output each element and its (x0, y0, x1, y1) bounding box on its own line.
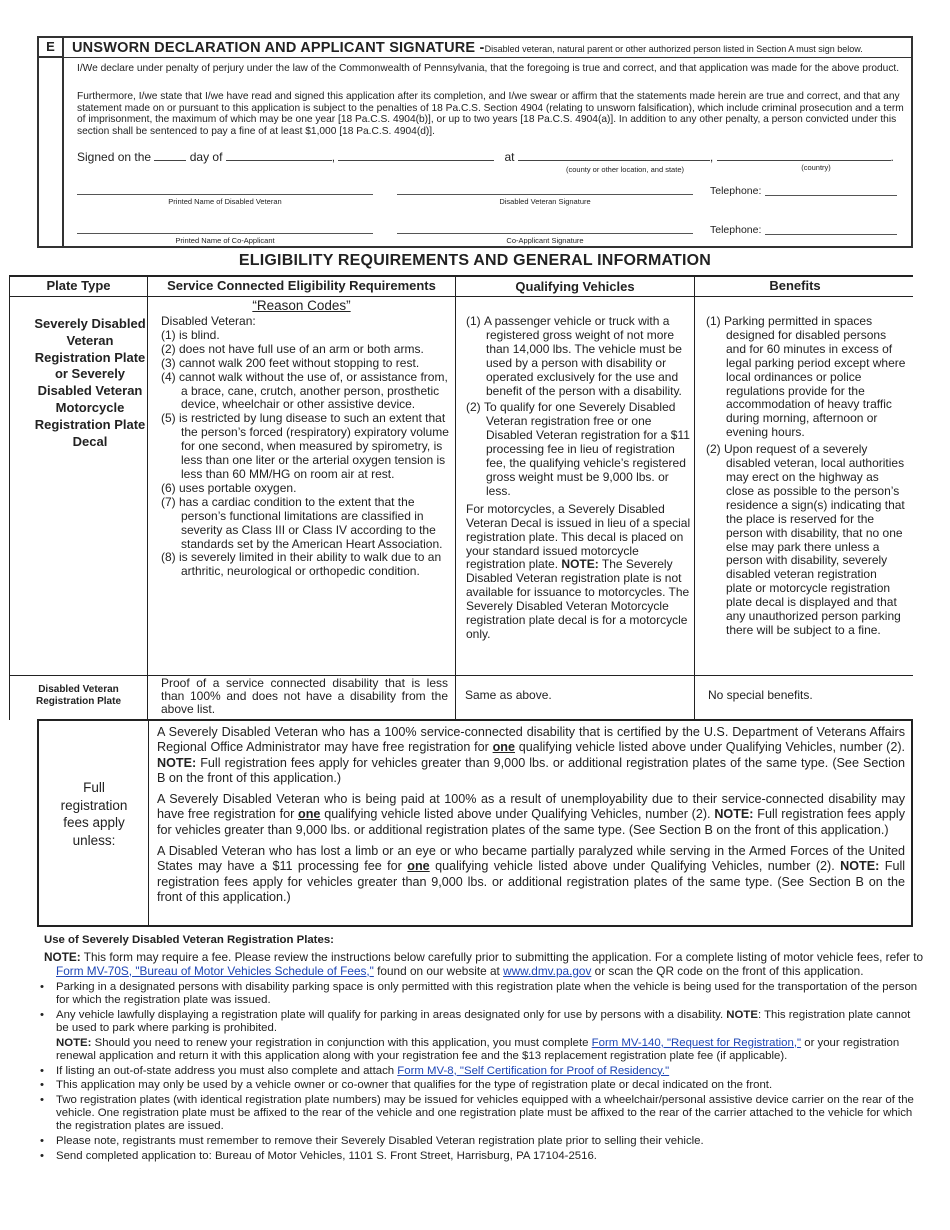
row2-benefits: No special benefits. (708, 688, 813, 702)
eligibility-title: ELIGIBILITY REQUIREMENTS AND GENERAL INFORMATION (238, 252, 712, 269)
reason-item-number: (3) (161, 355, 179, 370)
veteran-name-field[interactable] (77, 194, 373, 195)
reason-item (161, 357, 453, 371)
motorcycle-note: The Severely Disabled Veteran registration plate is not available for issuance to motorcycles. The Severely Disabled Veteran Motorcycle registration plate decal is for a motorcycle only. (466, 557, 690, 641)
vehicle-item-text: To qualify for one Severely Disabled Veteran registration free or one Disabled Veteran registration for a $11 processing fee in lieu of registration fee, the qualifying vehicle’s registered gross weight must be 9,000 lbs. or less. (484, 400, 690, 498)
section-e-heading (72, 40, 863, 56)
bullet-out-of-state: • If listing an out-of-state address you must also complete and attach Form MV-8, "Self Certification for Proof of Residency." (44, 1065, 924, 1078)
declaration-paragraph: I/We declare under penalty of perjury under the law of the Commonwealth of Pennsylvania, that the foregoing is true and correct, and that application was made for the above product. (77, 63, 900, 74)
renew-note: NOTE: Should you need to renew your registration in conjunction with this application, you must complete Form MV-140, "Request for Registration," or your registration renewal application and return it with this application along with your registration fee and the $13 replacement registration plate fee (if applicable). (56, 1036, 900, 1062)
veteran-signature-caption: Disabled Veteran Signature (499, 197, 591, 206)
use-heading: Use of Severely Disabled Veteran Registration Plates: (44, 934, 334, 946)
use-section (44, 934, 924, 1165)
section-e-title: UNSWORN DECLARATION AND APPLICANT SIGNATURE - (72, 40, 485, 56)
benefit-item-number: (2) (706, 442, 724, 457)
col-divider-2 (455, 275, 456, 720)
month-field[interactable] (226, 151, 332, 161)
motorcycle-note-label: NOTE: (561, 557, 599, 572)
reason-item-text: does not have full use of an arm or both arms. (179, 341, 424, 356)
fees-box (37, 719, 913, 927)
header-plate-type: Plate Type (46, 278, 111, 293)
reason-item (161, 343, 453, 357)
telephone-label-1: Telephone: (710, 185, 762, 197)
table-left-border (9, 275, 10, 720)
row2-requirements: Proof of a service connected disability that is less than 100% and does not have a disability from the above list. (161, 676, 448, 716)
bullet-remove-plate: • Please note, registrants must remember to remove their Severely Disabled Veteran registration plate prior to selling their vehicle. (44, 1135, 924, 1148)
disabled-veteran-label: Disabled Veteran: (161, 314, 256, 328)
bullet-parking-space: • Parking in a designated persons with disability parking space is only permitted with this registration plate when the vehicle is being used for the transportation of the person for which the registration plate was issued. (44, 981, 924, 1007)
country-caption: (country) (801, 163, 831, 172)
at-label: at (504, 150, 515, 164)
vehicle-item (466, 315, 692, 398)
reason-item-number: (5) (161, 411, 179, 426)
reason-item-text: has a cardiac condition to the extent that the person’s functional limitations are classified in severity as Class III or Class IV according to the standards set by the American Heart Association. (179, 494, 443, 551)
benefits-list (706, 315, 906, 638)
fee-note: NOTE: This form may require a fee. Please review the instructions below carefully prior to submitting the application. For a complete listing of motor vehicle fees, refer to Form MV-70S, "Bureau of Motor Vehicles Schedule of Fees," found on our website at www.dmv.pa.gov or scan the QR code on the front of this application. (44, 949, 924, 978)
reason-codes-list (161, 315, 453, 579)
benefit-item (706, 315, 906, 440)
table-top-border (9, 275, 913, 277)
coapplicant-name-field[interactable] (77, 233, 373, 234)
col-divider-3 (694, 275, 695, 720)
reason-item-text: cannot walk 200 feet without stopping to rest. (179, 355, 420, 370)
printed-name-coapplicant-caption: Printed Name of Co-Applicant (175, 236, 275, 245)
telephone-label-2: Telephone: (710, 224, 762, 236)
bullet-two-plates: • Two registration plates (with identical registration plate numbers) may be issued for vehicles equipped with a wheelchair/personal assistive device carrier on the rear of the vehicle. One registration plate must be affixed to the rear of the vehicle and one registration plate must be affixed to the rear of the carrier attached to the vehicle for which the registration plates are issued. (44, 1094, 924, 1133)
coapplicant-signature-caption: Co-Applicant Signature (506, 236, 584, 245)
vehicles (466, 315, 692, 499)
table-header-rule (9, 296, 913, 297)
section-e-box (37, 36, 913, 248)
benefits (706, 315, 906, 638)
fees-paragraphs (157, 725, 905, 911)
reason-item-number: (6) (161, 480, 179, 495)
reason-item-number: (4) (161, 369, 179, 384)
day-field[interactable] (154, 151, 186, 161)
day-of-label: day of (189, 150, 223, 164)
reason-item (161, 551, 453, 579)
reason-item-number: (8) (161, 550, 179, 565)
location-field[interactable] (518, 151, 710, 161)
reason-item (161, 329, 453, 343)
qualifying-vehicles-list (466, 315, 692, 642)
vehicle-item-number: (2) (466, 400, 484, 415)
vehicle-item-text: A passenger vehicle or truck with a registered gross weight of not more than 14,000 lbs. The vehicle must be used by a person with disability or operated exclusively for the use and benefit of the person with a disability. (484, 314, 682, 398)
link-mv140[interactable]: Form MV-140, "Request for Registration," (591, 1036, 802, 1049)
row-divider (9, 675, 913, 676)
telephone-field-1[interactable] (765, 195, 897, 196)
benefit-item-text: Parking permitted in spaces designed for disabled persons and for 60 minutes in excess of legal parking period except where local ordinances or police regulations provide for the accommodation of heavy traffic during morning, afternoon or evening hours. (724, 314, 906, 440)
section-e-subtitle: Disabled veteran, natural parent or other authorized person listed in Section A must sign below. (484, 44, 863, 54)
benefit-item (706, 443, 906, 638)
reason-codes-title: “Reason Codes” (252, 298, 351, 313)
comma: , (331, 150, 336, 164)
reasons (161, 329, 453, 579)
section-e-header-rule (62, 57, 911, 58)
reason-item-number: (1) (161, 327, 179, 342)
plate-type-disabled-veteran: Disabled Veteran Registration Plate (35, 684, 122, 707)
section-divider (62, 58, 64, 246)
coapplicant-signature-field[interactable] (397, 233, 693, 234)
signed-on-label: Signed on the (77, 150, 152, 164)
reason-item (161, 412, 453, 482)
reason-item-number: (2) (161, 341, 179, 356)
reason-item-text: cannot walk without the use of, or assistance from, a brace, cane, crutch, another person, prosthetic device, wheelchair or other assistive device. (179, 369, 448, 412)
motorcycle-text: For motorcycles, a Severely Disabled Veteran Decal is issued in lieu of a special registration plate. This decal is placed on your standard issued motorcycle registration plate. (466, 501, 691, 572)
bullet-parking-areas: • Any vehicle lawfully displaying a registration plate will qualify for parking in areas designated only for use by persons with a disability. NOTE: This registration plate cannot be used to park where parking is prohibited. NOTE: Should you need to renew your registration in conjunction with this application, you must complete Form MV-140, "Request for Registration," or your registration renewal application and return it with this application along with your registration fee and the $13 replacement registration plate fee (if applicable). (44, 1009, 924, 1063)
printed-name-veteran-caption: Printed Name of Disabled Veteran (168, 197, 282, 206)
col-divider-1 (147, 275, 148, 720)
bullet-owner: • This application may only be used by a vehicle owner or co-owner that qualifies for the type of registration plate or decal indicated on the front. (44, 1079, 924, 1092)
bullet-send-application: • Send completed application to: Bureau of Motor Vehicles, 1101 S. Front Street, Harrisburg, PA 17104-2516. (44, 1150, 924, 1163)
period: . (890, 150, 894, 164)
row2-vehicles: Same as above. (465, 688, 552, 702)
vehicle-item-number: (1) (466, 314, 484, 328)
header-qualifying-vehicles: Qualifying Vehicles (515, 279, 635, 294)
header-requirements: Service Connected Eligibility Requirements (167, 278, 436, 293)
fees-label: Full registration fees apply unless: (60, 780, 128, 848)
reason-item (161, 371, 453, 413)
vehicle-item (466, 401, 692, 498)
link-mv70s[interactable]: Form MV-70S, "Bureau of Motor Vehicles Schedule of Fees," (56, 963, 374, 978)
reason-item-number: (7) (161, 494, 179, 509)
reason-item-text: is severely limited in their ability to walk due to an arthritic, neurological or orthopedic condition. (179, 550, 442, 579)
header-benefits: Benefits (769, 278, 821, 293)
year-field[interactable] (338, 151, 494, 161)
fees-divider (148, 721, 149, 925)
veteran-signature-field[interactable] (397, 194, 693, 195)
fee-paragraph-2: A Severely Disabled Veteran who is being paid at 100% as a result of unemployability due to their service-connected disability may have free registration for one qualifying vehicle listed above under Qualifying Vehicles, number (2). NOTE: Full registration fees apply for vehicles greater than 9,000 lbs. or additional registration plates of the same type. (See Section B on the front of this application.) (157, 792, 906, 837)
section-letter: E (39, 38, 64, 58)
reason-item (161, 496, 453, 552)
reason-item-text: is blind. (179, 327, 220, 342)
comma: , (709, 150, 714, 164)
plate-type-severely-disabled: Severely Disabled Veteran Registration Plate or Severely Disabled Veteran Motorcycle Registration Plate Decal (34, 316, 146, 449)
county-caption: (county or other location, and state) (566, 165, 684, 174)
link-dmv-website[interactable]: www.dmv.pa.gov (503, 963, 592, 978)
country-field[interactable] (717, 151, 891, 161)
reason-item-text: uses portable oxygen. (179, 480, 297, 495)
benefit-item-number: (1) (706, 314, 724, 328)
link-mv8[interactable]: Form MV-8, "Self Certification for Proof of Residency." (397, 1064, 670, 1077)
benefit-item-text: Upon request of a severely disabled veteran, local authorities may erect on the highway as close as possible to the person’s residence a sign(s) indicating that the place is reserved for the person with disability, that no one else may park there unless a person with disability, severely disabled veteran registration plate or motorcycle registration plate decal is displayed and that any unauthorized person parking there will be subject to a fine. (724, 442, 905, 637)
reason-item (161, 482, 453, 496)
fee-paragraph-3: A Disabled Veteran who has lost a limb or an eye or who became partially paralyzed while serving in the Armed Forces of the United States may have a $11 processing fee for one qualifying vehicle listed above under Qualifying Vehicles, number (2). NOTE: Full registration fees apply for vehicles greater than 9,000 lbs. or additional registration plates of the same type. (See Section B on the front of this application.) (157, 844, 906, 904)
signed-on-row (77, 150, 894, 164)
telephone-field-2[interactable] (765, 234, 897, 235)
penalty-paragraph: Furthermore, I/we state that I/we have read and signed this application after its completion, and I/we swear or affirm that the statements made herein are true and correct, and that any statement made on or pursuant to this application is subject to the penalties of 18 Pa.C.S. Section 4904 (relating to unsworn falsification), which include criminal prosecution and a term of imprisonment, the maximum of which may be one year [18 Pa.C.S. 4904(b)], or up to two years [18 Pa.C.S. 4904(a)]. In addition to any other penalty, a person convicted under this section shall be sentenced to pay a fine of at least $1,000 [18 Pa.C.S. 4904(d)]. (77, 91, 904, 137)
reason-item-text: is restricted by lung disease to such an extent that the person’s forced (respiratory) expiratory volume for one second, when measured by spirometry, is less than one liter or the arterial oxygen tension is less than 60 MM/HG on room air at rest. (179, 411, 449, 481)
motorcycle-paragraph (466, 503, 692, 642)
fee-paragraph-1: A Severely Disabled Veteran who has a 100% service-connected disability that is certified by the U.S. Department of Veterans Affairs Regional Office Administrator may have free registration for one qualifying vehicle listed above under Qualifying Vehicles, number (2). NOTE: Full registration fees apply for vehicles greater than 9,000 lbs. or additional registration plates of the same type. (See Section B on the front of this application.) (157, 725, 906, 785)
